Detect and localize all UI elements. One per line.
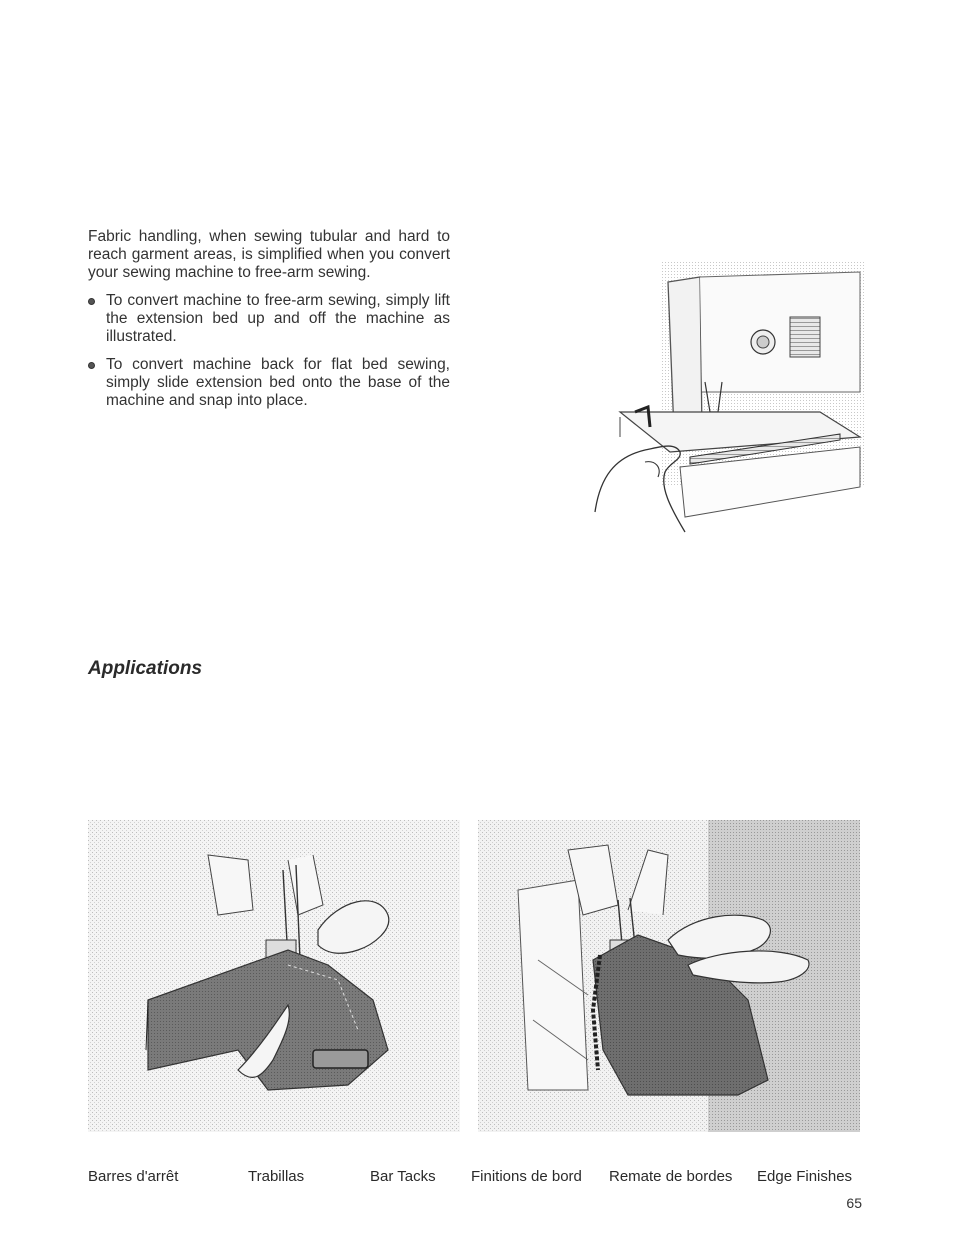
caption-bar-tacks-fr: Barres d'arrêt [88,1168,179,1185]
bullet-text: To convert machine to free-arm sewing, simply lift the extension bed up and off the machine as illustrated. [106,292,450,345]
section-heading: Applications [88,658,203,679]
caption-edge-es: Remate de bordes [609,1168,733,1185]
edge-finishes-photo [478,820,860,1132]
free-arm-illustration [590,262,865,542]
caption-bar-tacks-es: Trabillas [248,1168,305,1185]
caption-bar-tacks-en: Bar Tacks [370,1168,436,1185]
bullet-text: To convert machine back for flat bed sewing, simply slide extension bed onto the base of the machine and snap into place. [106,356,450,409]
figure-captions [88,1168,864,1190]
page-number: 65 [846,1195,862,1211]
bar-tacks-photo [88,820,460,1132]
bullet-icon [88,298,95,305]
intro-paragraph: Fabric handling, when sewing tubular and hard to reach garment areas, is simplified when you convert your sewing machine to free-arm sewing. [88,228,450,281]
caption-edge-fr: Finitions de bord [471,1168,582,1185]
bullet-item [88,356,450,410]
bullet-icon [88,362,95,369]
intro-text [88,228,450,420]
bullet-item [88,292,450,346]
caption-edge-en: Edge Finishes [757,1168,853,1185]
